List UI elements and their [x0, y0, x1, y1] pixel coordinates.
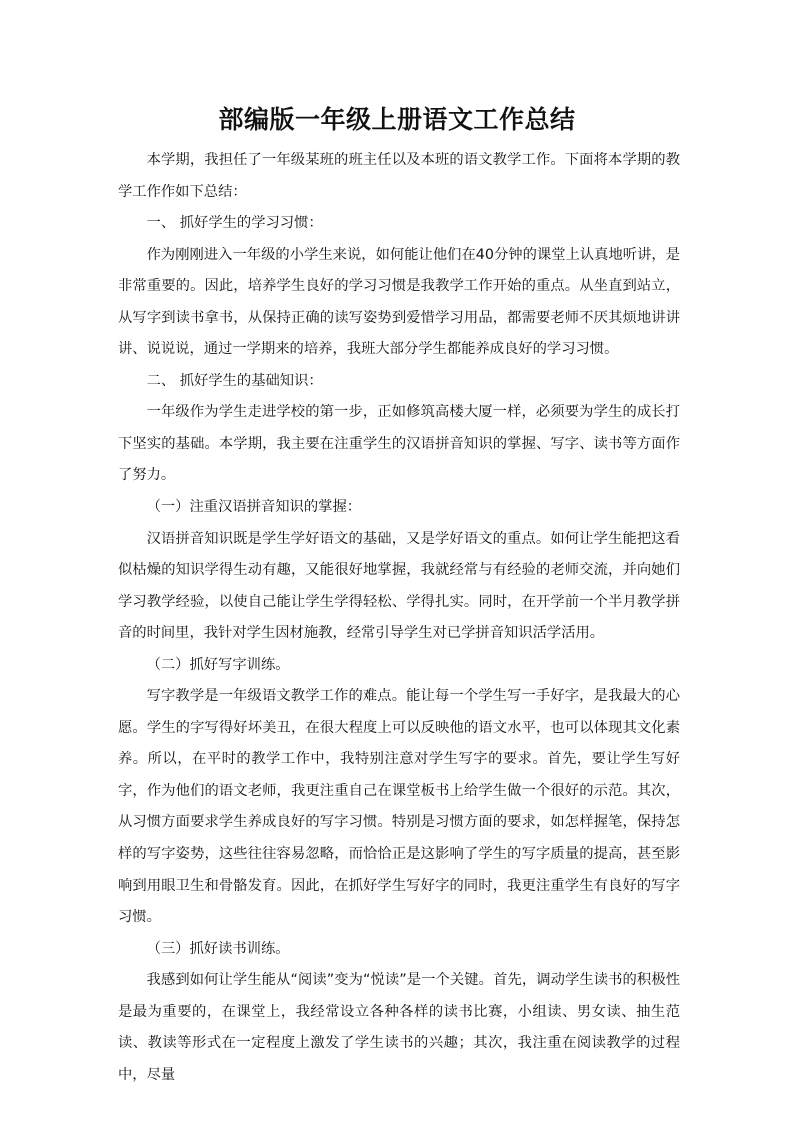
document-title: 部编版一年级上册语文工作总结 [218, 105, 576, 134]
document-body [118, 145, 680, 1091]
section-heading-basic-knowledge: 二、 抓好学生的基础知识： [146, 372, 323, 389]
paragraph-basic-knowledge: 一年级作为学生走进学校的第一步，正如修筑高楼大厦一样，必须要为学生的成长打下坚实的基础。本学期，我主要在注重学生的汉语拼音知识的掌握、写字、读书等方面作了努力。 [118, 404, 680, 484]
paragraph-writing: 写字教学是一年级语文教学工作的难点。能让每一个学生写一手好字，是我最大的心愿。学生的字写得好坏美丑，在很大程度上可以反映他的语文水平，也可以体现其文化素养。所以，在平时的教学工作中，我特别注意对学生写字的要求。首先，要让学生写好字，作为他们的语文老师，我更注重自己在课堂板书上给学生做一个很好的示范。其次，从习惯方面要求学生养成良好的写字习惯。特别是习惯方面的要求，如怎样握笔，保持怎样的写字姿势，这些往往容易忽略，而恰恰正是这影响了学生的写字质量的提高，甚至影响到用眼卫生和骨骼发育。因此，在抓好学生写好字的同时，我更注重学生有良好的写字习惯。 [118, 688, 680, 926]
section-heading-study-habits: 一、 抓好学生的学习习惯： [146, 215, 323, 232]
subsection-heading-pinyin: （一）注重汉语拼音知识的掌握： [146, 499, 362, 516]
paragraph-study-habits: 作为刚刚进入一年级的小学生来说，如何能让他们在40分钟的课堂上认真地听讲，是非常重要的。因此，培养学生良好的学习习惯是我教学工作开始的重点。从坐直到站立，从写字到读书拿书，从保持正确的读写姿势到爱惜学习用品，都需要老师不厌其烦地讲讲讲、说说说，通过一学期来的培养，我班大部分学生都能养成良好的学习习惯。 [118, 246, 680, 358]
paragraph-intro: 本学期，我担任了一年级某班的班主任以及本班的语文教学工作。下面将本学期的教学工作作如下总结： [118, 152, 680, 200]
subsection-heading-writing: （二）抓好写字训练。 [146, 656, 290, 673]
subsection-heading-reading: （三）抓好读书训练。 [146, 940, 290, 957]
paragraph-pinyin: 汉语拼音知识既是学生学好语文的基础，又是学好语文的重点。如何让学生能把这看似枯燥的知识学得生动有趣，又能很好地掌握，我就经常与有经验的老师交流，并向她们学习教学经验，以使自己能让学生学得轻松、学得扎实。同时，在开学前一个半月教学拼音的时间里，我针对学生因材施教，经常引导学生对已学拼音知识活学活用。 [118, 530, 680, 642]
paragraph-reading: 我感到如何让学生能从“阅读”变为“悦读”是一个关键。首先，调动学生读书的积极性是最为重要的，在课堂上，我经常设立各种各样的读书比赛，小组读、男女读、抽生范读、教读等形式在一定程度上激发了学生读书的兴趣；其次，我注重在阅读教学的过程中，尽量 [118, 972, 680, 1083]
